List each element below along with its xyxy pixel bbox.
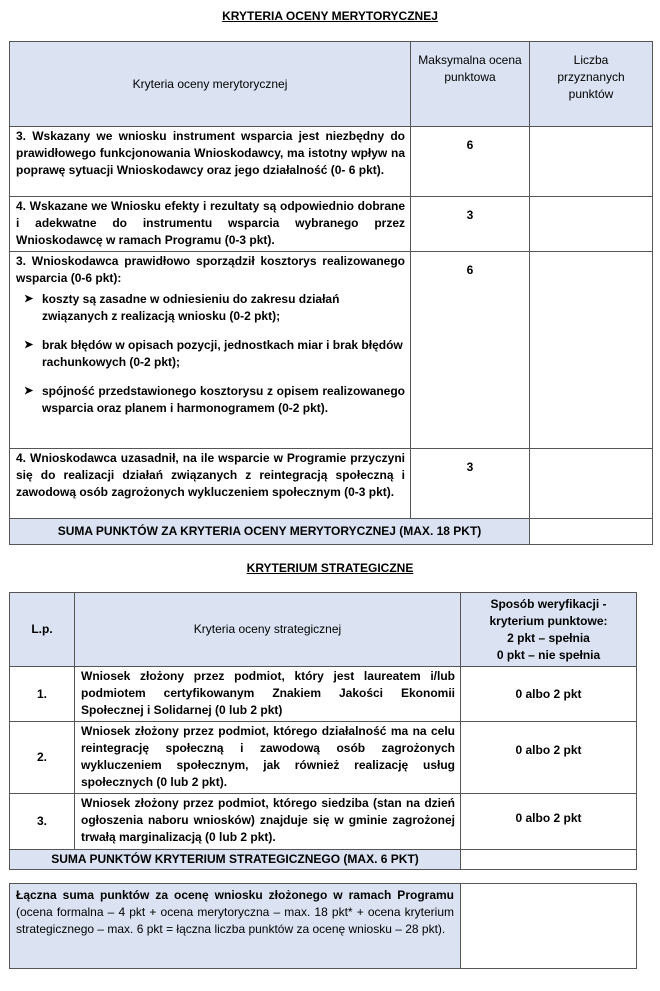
strategic-title: KRYTERIUM STRATEGICZNE: [246, 561, 414, 575]
verification-spelnia: 2 pkt – spełnia: [507, 630, 590, 645]
merit-row-4-text: 4. Wnioskodawca uzasadnił, na ile wsparcie w Programie przyczyni się do realizacji działań związanych z reintegracją społeczną i zawodową osób zagrożonych wykluczeniem społecznym (0-3 pkt).: [10, 449, 411, 519]
merit-row-3: [10, 252, 653, 449]
bullet-text: brak błędów w opisach pozycji, jednostkach miar i brak błędów rachunkowych (0-2 pkt);: [42, 338, 403, 369]
strategic-row-2-lp: 2.: [10, 722, 75, 794]
strategic-header-row: [10, 593, 637, 667]
total-table: [9, 883, 637, 969]
merit-row-2: [10, 197, 653, 252]
merit-sum-value[interactable]: [530, 519, 653, 545]
arrow-bullet-icon: ➤: [24, 339, 34, 351]
total-heading: Łączna suma punktów za ocenę wniosku złożonego w ramach Programu: [16, 888, 454, 902]
merit-header-awarded: Liczba przyznanych punktów: [530, 42, 653, 127]
merit-row-4-max: 3: [411, 449, 530, 519]
strategic-row-1-score: 0 albo 2 pkt: [461, 667, 637, 722]
arrow-bullet-icon: ➤: [24, 385, 34, 397]
merit-title: KRYTERIA OCENY MERYTORYCZNEJ: [222, 9, 438, 23]
merit-row-4-awarded[interactable]: [530, 449, 653, 519]
strategic-row-1-text: Wniosek złożony przez podmiot, który jest laureatem i/lub podmiotem certyfikowanym Znakiem Jakości Ekonomii Społecznej i Solidarnej (0 lub 2 pkt): [75, 667, 461, 722]
merit-sum-label: SUMA PUNKTÓW ZA KRYTERIA OCENY MERYTORYCZNEJ (MAX. 18 PKT): [10, 519, 530, 545]
strategic-row-2: [10, 722, 637, 794]
merit-row-1-awarded[interactable]: [530, 127, 653, 197]
strategic-row-2-text: Wniosek złożony przez podmiot, którego działalność ma na celu reintegrację społeczną i zawodową osób zagrożonych wykluczeniem społecznym, jak również realizację usług społecznych (0 lub 2 pkt).: [75, 722, 461, 794]
total-detail: (ocena formalna – 4 pkt + ocena merytoryczna – max. 18 pkt* + ocena kryterium strategicznego – max. 6 pkt = łączna liczba punktów za ocenę wniosku – 28 pkt).: [16, 905, 454, 936]
merit-header-row: [10, 42, 653, 127]
strategic-row-1: [10, 667, 637, 722]
bullet-text: koszty są zasadne w odniesieniu do zakresu działań związanych z realizacją wniosku (0-2 pkt);: [42, 292, 340, 323]
strategic-sum-label: SUMA PUNKTÓW KRYTERIUM STRATEGICZNEGO (MAX. 6 PKT): [10, 850, 461, 870]
strategic-row-3-text: Wniosek złożony przez podmiot, którego siedziba (stan na dzień ogłoszenia naboru wniosków) znajduje się w gminie zagrożonej trwałą marginalizacją (0 lub 2 pkt).: [75, 794, 461, 850]
strategic-row-3-lp: 3.: [10, 794, 75, 850]
total-row: [10, 884, 637, 969]
bullet-item: [16, 337, 405, 371]
merit-row-1-max: 6: [411, 127, 530, 197]
merit-row-2-awarded[interactable]: [530, 197, 653, 252]
strategic-header-verification: [461, 593, 637, 667]
verification-nie-spelnia: 0 pkt – nie spełnia: [496, 647, 601, 662]
strategic-header-lp: L.p.: [10, 593, 75, 667]
bullet-item: [16, 291, 405, 325]
strategic-row-2-score: 0 albo 2 pkt: [461, 722, 637, 794]
merit-row-3-max: 6: [411, 252, 530, 449]
verification-label: Sposób weryfikacji - kryterium punktowe:: [489, 596, 608, 628]
merit-row-4: [10, 449, 653, 519]
merit-row-2-text: 4. Wskazane we Wniosku efekty i rezultaty są odpowiednio dobrane i adekwatne do instrumentu wsparcia wybranego przez Wnioskodawcę w ramach Programu (0-3 pkt).: [10, 197, 411, 252]
total-cell: [10, 884, 461, 969]
merit-header-max: Maksymalna ocena punktowa: [411, 42, 530, 127]
strategic-row-1-lp: 1.: [10, 667, 75, 722]
total-value[interactable]: [461, 884, 637, 969]
merit-row-3-awarded[interactable]: [530, 252, 653, 449]
arrow-bullet-icon: ➤: [24, 293, 34, 305]
merit-row-1: [10, 127, 653, 197]
merit-row-2-max: 3: [411, 197, 530, 252]
strategic-row-3: [10, 794, 637, 850]
merit-header-criteria: Kryteria oceny merytorycznej: [10, 42, 411, 127]
strategic-header-criteria: Kryteria oceny strategicznej: [75, 593, 461, 667]
merit-row-3-bullets: [16, 291, 405, 417]
merit-sum-row: [10, 519, 653, 545]
merit-row-3-cell: [10, 252, 411, 449]
merit-table: [9, 41, 653, 545]
strategic-table: [9, 592, 637, 870]
strategic-sum-row: [10, 850, 637, 870]
merit-row-1-text: 3. Wskazany we wniosku instrument wsparcia jest niezbędny do prawidłowego funkcjonowania Wnioskodawcy, ma istotny wpływ na poprawę sytuacji Wnioskodawcy oraz jego działalność (0- 6 pkt).: [10, 127, 411, 197]
strategic-sum-value[interactable]: [461, 850, 637, 870]
strategic-row-3-score: 0 albo 2 pkt: [461, 794, 637, 850]
bullet-item: [16, 383, 405, 417]
merit-row-3-text: 3. Wnioskodawca prawidłowo sporządził kosztorys realizowanego wsparcia (0-6 pkt):: [16, 254, 405, 285]
bullet-text: spójność przedstawionego kosztorysu z opisem realizowanego wsparcia oraz planem i harmonogramem (0-2 pkt).: [42, 384, 405, 415]
